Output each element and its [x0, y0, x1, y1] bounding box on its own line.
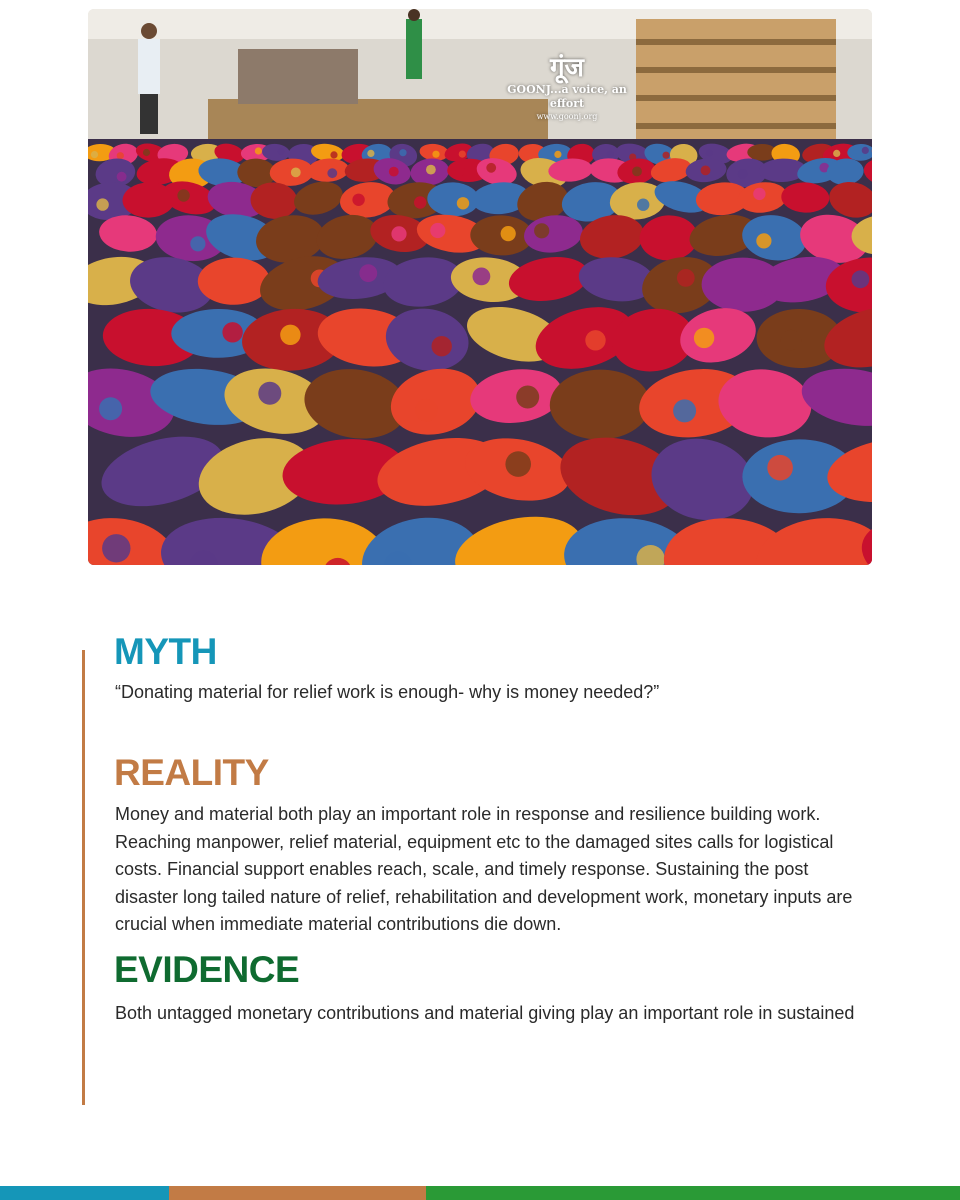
- cloth-pattern: [862, 147, 869, 154]
- cloth-pattern: [117, 172, 127, 182]
- cloth-pattern: [399, 149, 406, 156]
- cloth-pattern: [430, 223, 445, 238]
- cloth-pattern: [457, 197, 469, 209]
- cloth-pattern: [781, 330, 801, 350]
- logo-url: www.goonj.org: [536, 112, 598, 121]
- cloth-pattern: [554, 151, 561, 158]
- cloth-pattern: [701, 166, 711, 176]
- cloth-pattern: [607, 151, 614, 158]
- cloth-pattern: [516, 386, 539, 409]
- cloth-pattern: [694, 328, 714, 348]
- accent-bar: [82, 650, 85, 1105]
- cloth-pattern: [414, 196, 426, 208]
- logo-mark: गूंज: [550, 53, 584, 83]
- stripe-segment-brown: [169, 1186, 426, 1200]
- cloth-pattern: [415, 399, 438, 422]
- cloth-pattern: [367, 150, 374, 157]
- cloth-pattern: [99, 397, 122, 420]
- logo-tagline: GOONJ...a voice, an effort: [507, 83, 627, 110]
- cloth-pattern: [391, 226, 406, 241]
- cloth-pattern: [432, 151, 439, 158]
- goonj-logo: [492, 53, 642, 122]
- cloth-pattern: [852, 270, 870, 288]
- photo-scene: [88, 9, 872, 565]
- cloth-pattern: [291, 168, 301, 178]
- myth-text: “Donating material for relief work is enough- why is money needed?”: [115, 682, 660, 702]
- cloth-pattern: [97, 275, 115, 293]
- cloth-pattern: [632, 167, 642, 177]
- stripe-segment-green: [426, 1186, 960, 1200]
- cloth-pattern: [277, 148, 284, 155]
- evidence-heading: EVIDENCE: [114, 949, 300, 990]
- cloth-pattern: [455, 166, 465, 176]
- cloth-pattern: [258, 382, 281, 405]
- cloth-pattern: [706, 149, 713, 156]
- cloth-pattern: [96, 198, 108, 210]
- cloth-pattern: [505, 451, 531, 477]
- reality-text: Money and material both play an important role in response and resilience building work. Reaching manpower, relief material, equipment etc to the damaged sites calls for logistical costs. Financial support enables reach, scale, and timely response. Sustaining the post disaster long tailed nature of relief, rehabilitation and development work, monetary inputs are crucial when immediate material contributions die down.: [115, 804, 853, 935]
- cloth-pattern: [280, 325, 300, 345]
- cloth-pattern: [833, 150, 840, 157]
- cloth-pattern: [327, 168, 337, 178]
- footer-stripe: [0, 1186, 960, 1200]
- cloth-pattern: [143, 149, 150, 156]
- cloth-pattern: [91, 151, 98, 158]
- relief-material-photo: [88, 9, 872, 565]
- cloth-pattern: [501, 226, 516, 241]
- cloth-pattern: [426, 165, 436, 175]
- cloth-pattern: [359, 264, 377, 282]
- cloth-bundle: [198, 257, 270, 305]
- cloth-pattern: [432, 336, 452, 356]
- cloth-pattern: [767, 455, 793, 481]
- cloth-pattern: [389, 167, 399, 177]
- worker-figure: [406, 9, 422, 79]
- evidence-text: Both untagged monetary contributions and material giving play an important role in sustained: [115, 1003, 855, 1023]
- cloth-pattern: [753, 188, 765, 200]
- cloth-pattern: [177, 189, 189, 201]
- cloth-pattern: [756, 233, 771, 248]
- cloth-pattern: [352, 194, 364, 206]
- myth-heading: MYTH: [114, 631, 217, 672]
- cloth-pattern: [190, 236, 205, 251]
- cloth-pattern: [637, 199, 649, 211]
- cloth-pattern: [459, 151, 466, 158]
- stripe-segment-blue: [0, 1186, 169, 1200]
- cloth-pattern: [222, 322, 242, 342]
- cloth-pattern: [677, 269, 695, 287]
- worker-figure: [138, 23, 160, 134]
- cloth-pattern: [486, 163, 496, 173]
- cloth-pattern: [102, 534, 130, 562]
- cloth-pattern: [738, 169, 748, 179]
- cloth-pattern: [117, 152, 124, 159]
- cloth-pattern: [255, 147, 262, 154]
- cloth-pattern: [585, 330, 605, 350]
- reality-heading: REALITY: [114, 752, 269, 793]
- cloth-pattern: [534, 223, 549, 238]
- cloth-pattern: [330, 151, 337, 158]
- cloth-pattern: [663, 152, 670, 159]
- cloth-pattern: [473, 268, 491, 286]
- cloth-pattern: [673, 399, 696, 422]
